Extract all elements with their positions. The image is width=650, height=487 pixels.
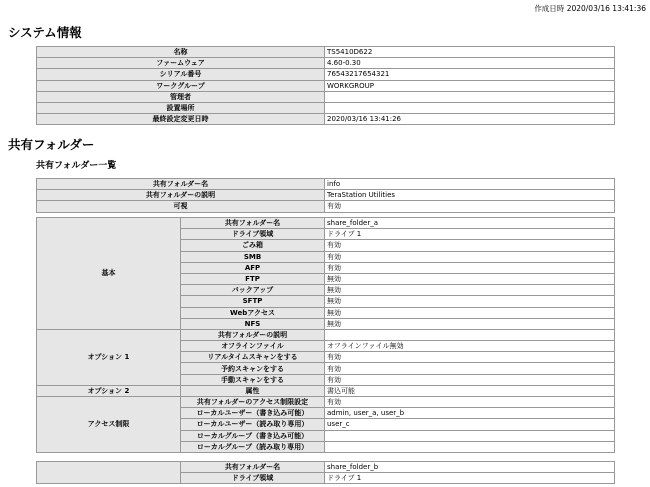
system-info-row: [37, 58, 615, 69]
folder-a-label: ドライブ領域: [181, 229, 325, 240]
folder-a-table: [36, 217, 615, 453]
system-info-label: シリアル番号: [37, 69, 325, 80]
folder-a-value: admin, user_a, user_b: [325, 408, 615, 419]
folder-a-label: 手動スキャンをする: [181, 374, 325, 385]
folder-a-label: ローカルユーザー（書き込み可能）: [181, 408, 325, 419]
folder-a-value: 書込可能: [325, 385, 615, 396]
info-folder-value: TeraStation Utilities: [325, 190, 615, 201]
folder-a-label: AFP: [181, 262, 325, 273]
system-info-label: ファームウェア: [37, 58, 325, 69]
folder-a-group-label: オプション 1: [37, 329, 181, 385]
folder-a-value: 有効: [325, 240, 615, 251]
folder-a-label: 共有フォルダーの説明: [181, 329, 325, 340]
folder-a-row: [37, 385, 615, 396]
system-info-value: 76543217654321: [325, 69, 615, 80]
folder-a-value: 無効: [325, 273, 615, 284]
system-info-row: [37, 47, 615, 58]
folder-b-label: 共有フォルダー名: [181, 462, 325, 473]
info-folder-label: 共有フォルダーの説明: [37, 190, 325, 201]
system-info-value: 4.60-0.30: [325, 58, 615, 69]
system-info-label: ワークグループ: [37, 80, 325, 91]
folder-a-value: 有効: [325, 397, 615, 408]
system-info-table: [36, 46, 615, 125]
folder-a-value: 無効: [325, 318, 615, 329]
folder-a-value: [325, 430, 615, 441]
folder-a-value: 有効: [325, 352, 615, 363]
system-info-label: 最終設定変更日時: [37, 114, 325, 125]
folder-a-value: オフラインファイル無効: [325, 341, 615, 352]
folder-b-table: [36, 461, 615, 484]
folder-a-value: share_folder_a: [325, 218, 615, 229]
system-info-value: [325, 102, 615, 113]
info-folder-row: [37, 201, 615, 212]
folder-a-row: [37, 397, 615, 408]
folder-a-label: 共有フォルダーのアクセス制限設定: [181, 397, 325, 408]
folder-a-value: [325, 441, 615, 452]
system-info-label: 名称: [37, 47, 325, 58]
folder-a-label: ローカルグループ（書き込み可能）: [181, 430, 325, 441]
shared-folder-title: 共有フォルダー: [8, 137, 95, 152]
folder-a-group-label: オプション 2: [37, 385, 181, 396]
folder-b-value: ドライブ 1: [325, 473, 615, 484]
folder-a-row: [37, 329, 615, 340]
folder-a-value: 有効: [325, 251, 615, 262]
system-info-value: TS5410D622: [325, 47, 615, 58]
folder-a-label: NFS: [181, 318, 325, 329]
folder-a-label: ローカルユーザー（読み取り専用）: [181, 419, 325, 430]
info-folder-label: 共有フォルダー名: [37, 179, 325, 190]
info-folder-label: 可視: [37, 201, 325, 212]
folder-a-value: 無効: [325, 307, 615, 318]
folder-b-label: ドライブ領域: [181, 473, 325, 484]
system-info-value: 2020/03/16 13:41:26: [325, 114, 615, 125]
folder-a-label: 予約スキャンをする: [181, 363, 325, 374]
info-folder-value: 有効: [325, 201, 615, 212]
shared-folder-list-title: 共有フォルダー一覧: [36, 161, 117, 171]
folder-a-value: 有効: [325, 363, 615, 374]
folder-a-label: オフラインファイル: [181, 341, 325, 352]
folder-a-label: リアルタイムスキャンをする: [181, 352, 325, 363]
folder-a-label: SFTP: [181, 296, 325, 307]
system-info-row: [37, 69, 615, 80]
folder-a-group-label: アクセス制限: [37, 397, 181, 453]
folder-a-group-label: 基本: [37, 218, 181, 330]
system-info-label: 管理者: [37, 91, 325, 102]
system-info-value: [325, 91, 615, 102]
system-info-row: [37, 91, 615, 102]
folder-b-value: share_folder_b: [325, 462, 615, 473]
system-info-row: [37, 80, 615, 91]
folder-a-value: 無効: [325, 285, 615, 296]
info-folder-row: [37, 179, 615, 190]
folder-a-value: 有効: [325, 374, 615, 385]
folder-a-value: user_c: [325, 419, 615, 430]
system-info-label: 設置場所: [37, 102, 325, 113]
folder-a-row: [37, 218, 615, 229]
system-info-value: WORKGROUP: [325, 80, 615, 91]
system-info-title: システム情報: [8, 25, 82, 40]
folder-b-group-label: [37, 462, 181, 484]
info-folder-row: [37, 190, 615, 201]
created-timestamp: 作成日時 2020/03/16 13:41:36: [534, 4, 646, 13]
folder-a-label: Webアクセス: [181, 307, 325, 318]
system-info-row: [37, 114, 615, 125]
folder-a-label: ごみ箱: [181, 240, 325, 251]
folder-b-row: [37, 462, 615, 473]
folder-a-value: 有効: [325, 262, 615, 273]
info-folder-table: [36, 178, 615, 213]
system-info-row: [37, 102, 615, 113]
folder-a-value: ドライブ 1: [325, 229, 615, 240]
folder-a-label: ローカルグループ（読み取り専用）: [181, 441, 325, 452]
folder-a-label: バックアップ: [181, 285, 325, 296]
folder-a-label: SMB: [181, 251, 325, 262]
folder-a-label: 共有フォルダー名: [181, 218, 325, 229]
folder-a-label: 属性: [181, 385, 325, 396]
folder-a-label: FTP: [181, 273, 325, 284]
info-folder-value: info: [325, 179, 615, 190]
folder-a-value: [325, 329, 615, 340]
folder-a-value: 無効: [325, 296, 615, 307]
